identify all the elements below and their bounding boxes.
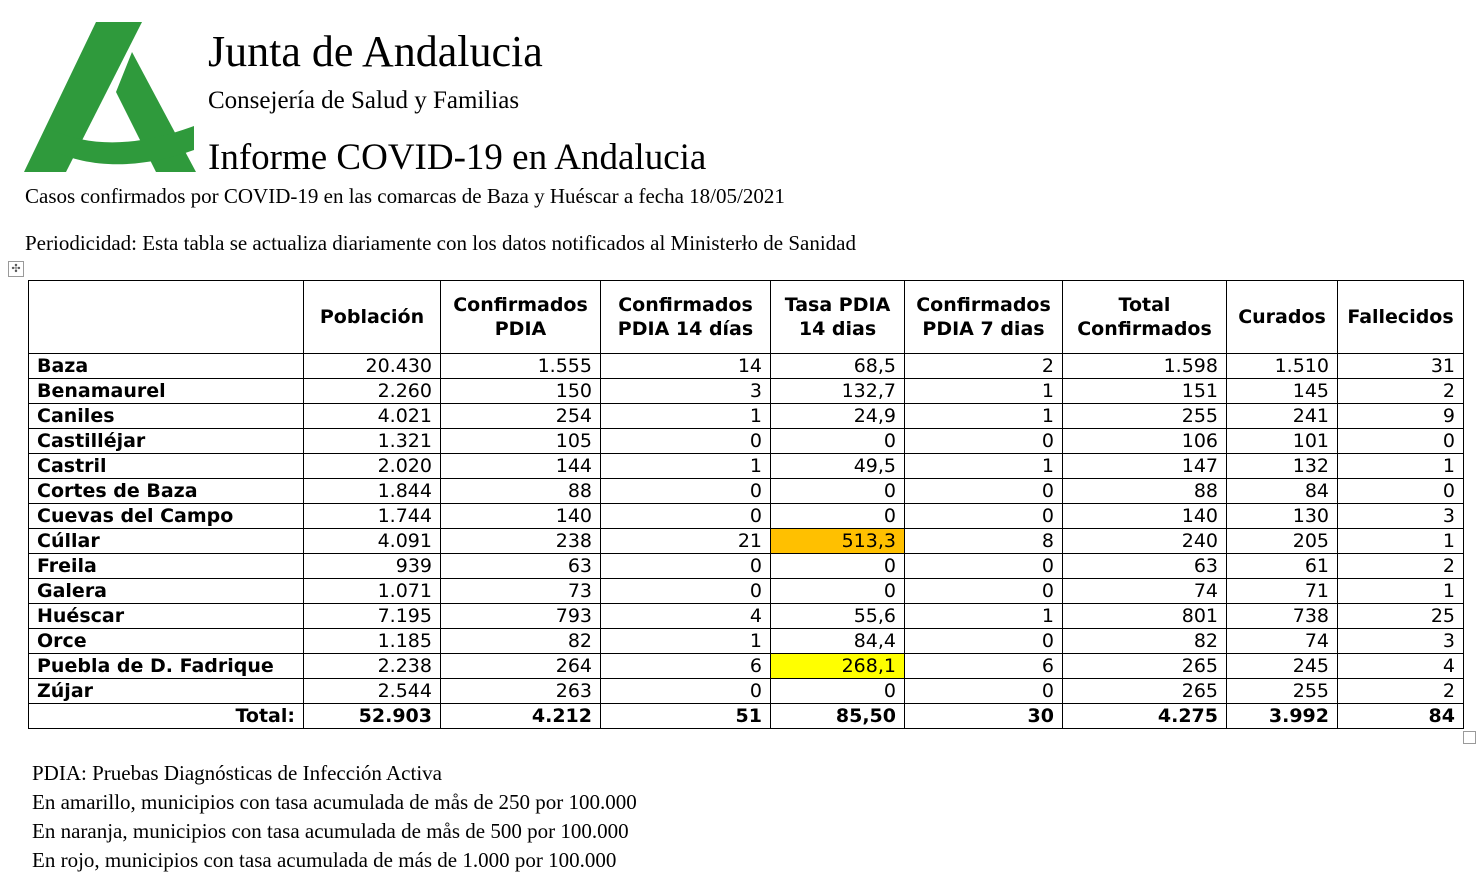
note-line: En rojo, municipios con tasa acumulada de más de 1.000 por 100.000 [32,848,617,872]
municipality-name: Castilléjar [29,429,304,454]
text-cursor-mark [1463,583,1464,599]
total-row [29,704,1464,729]
table-cell: 24,9 [771,404,905,429]
table-cell: 265 [1063,654,1227,679]
table-row [29,354,1464,379]
table-cell: 71 [1227,579,1338,604]
table-cell: 0 [601,504,771,529]
table-cell: 14 [601,354,771,379]
table-cell: 255 [1227,679,1338,704]
table-cell: 2.260 [304,379,441,404]
table-row [29,479,1464,504]
table-cell: 1.185 [304,629,441,654]
table-cell: 2 [1338,679,1464,704]
total-cell: 30 [905,704,1063,729]
table-cell: 264 [441,654,601,679]
table-cell: 0 [1338,429,1464,454]
table-cell: 0 [771,429,905,454]
column-header: Total Confirmados [1063,281,1227,354]
table-cell: 238 [441,529,601,554]
table-cell: 1 [1338,529,1464,554]
table-row [29,654,1464,679]
table-cell: 31 [1338,354,1464,379]
municipality-name: Orce [29,629,304,654]
total-cell: 3.992 [1227,704,1338,729]
total-cell: 84 [1338,704,1464,729]
table-resize-handle[interactable] [1463,731,1476,744]
periodicity-note: Periodicidad: Esta tabla se actualiza diariamente con los datos notificados al Ministerło de Sanidad [25,231,856,255]
table-cell: 140 [1063,504,1227,529]
total-cell: 52.903 [304,704,441,729]
table-cell: 145 [1227,379,1338,404]
table-cell: 0 [1338,479,1464,504]
table-cell: 88 [1063,479,1227,504]
table-cell: 241 [1227,404,1338,429]
municipality-name: Galera [29,579,304,604]
total-label: Total: [29,704,304,729]
table-row [29,529,1464,554]
table-row [29,679,1464,704]
table-cell: 82 [1063,629,1227,654]
table-cell: 4 [601,604,771,629]
municipality-name: Castril [29,454,304,479]
table-cell: 9 [1338,404,1464,429]
table-cell: 3 [601,379,771,404]
municipality-name: Huéscar [29,604,304,629]
table-cell: 0 [771,554,905,579]
municipality-name: Freila [29,554,304,579]
table-cell: 254 [441,404,601,429]
column-header: Población [304,281,441,354]
table-cell: 144 [441,454,601,479]
column-header: Confirmados PDIA 7 dias [905,281,1063,354]
column-header: Curados [1227,281,1338,354]
table-cell: 2 [1338,379,1464,404]
table-row [29,404,1464,429]
table-row [29,379,1464,404]
table-cell: 1 [905,604,1063,629]
table-cell: 1 [601,404,771,429]
table-cell: 2 [905,354,1063,379]
table-row [29,429,1464,454]
table-cell: 0 [905,629,1063,654]
table-cell: 84 [1227,479,1338,504]
table-cell: 20.430 [304,354,441,379]
table-cell: 132,7 [771,379,905,404]
table-cell: 73 [441,579,601,604]
report-title: Informe COVID-19 en Andalucia [208,137,707,178]
table-cell: 1 [1338,454,1464,479]
column-header: Confirmados PDIA 14 días [601,281,771,354]
table-cell: 0 [771,479,905,504]
table-row [29,629,1464,654]
table-cell: 4.021 [304,404,441,429]
table-cell: 0 [601,429,771,454]
municipality-name: Puebla de D. Fadrique [29,654,304,679]
table-cell: 513,3 [771,529,905,554]
table-cell: 255 [1063,404,1227,429]
table-cell: 0 [905,554,1063,579]
municipality-name: Zújar [29,679,304,704]
table-cell: 21 [601,529,771,554]
table-cell: 1 [601,454,771,479]
table-cell: 74 [1063,579,1227,604]
total-cell: 4.275 [1063,704,1227,729]
table-cell: 1.510 [1227,354,1338,379]
table-cell: 84,4 [771,629,905,654]
table-cell: 1.321 [304,429,441,454]
table-cell: 240 [1063,529,1227,554]
municipality-name: Cortes de Baza [29,479,304,504]
total-cell: 4.212 [441,704,601,729]
total-cell: 51 [601,704,771,729]
table-cell: 801 [1063,604,1227,629]
table-cell: 150 [441,379,601,404]
table-cell: 0 [905,504,1063,529]
column-header [29,281,304,354]
table-cell: 147 [1063,454,1227,479]
total-cell: 85,50 [771,704,905,729]
table-cell: 63 [441,554,601,579]
table-row [29,504,1464,529]
table-cell: 0 [771,504,905,529]
table-cell: 25 [1338,604,1464,629]
table-cell: 0 [601,554,771,579]
table-cell: 3 [1338,629,1464,654]
table-cell: 49,5 [771,454,905,479]
column-header: Tasa PDIA 14 dias [771,281,905,354]
table-row [29,604,1464,629]
table-cell: 68,5 [771,354,905,379]
table-cell: 1.555 [441,354,601,379]
table-header-row [29,281,1464,354]
table-move-handle[interactable] [8,261,24,277]
table-cell: 2.020 [304,454,441,479]
table-cell: 0 [601,679,771,704]
table-cell: 263 [441,679,601,704]
move-icon: ✣ [11,262,21,275]
table-cell: 265 [1063,679,1227,704]
table-caption: Casos confirmados por COVID-19 en las comarcas de Baza y Huéscar a fecha 18/05/2021 [25,184,785,208]
junta-andalucia-logo [24,22,196,174]
table-cell: 2 [1338,554,1464,579]
table-cell: 1 [601,629,771,654]
note-line: PDIA: Pruebas Diagnósticas de Infección Activa [32,761,442,785]
org-title: Junta de Andalucia [208,27,543,76]
table-cell: 63 [1063,554,1227,579]
table-cell: 2.544 [304,679,441,704]
municipality-name: Cúllar [29,529,304,554]
table-cell: 101 [1227,429,1338,454]
legend-notes [32,759,637,875]
table-cell: 130 [1227,504,1338,529]
table-cell: 1 [905,404,1063,429]
table-cell: 2.238 [304,654,441,679]
table-cell: 3 [1338,504,1464,529]
municipality-name: Caniles [29,404,304,429]
table-cell: 74 [1227,629,1338,654]
table-cell: 0 [601,579,771,604]
table-cell: 55,6 [771,604,905,629]
table-cell: 1 [905,379,1063,404]
table-cell: 0 [771,579,905,604]
table-cell: 268,1 [771,654,905,679]
table-cell: 0 [905,679,1063,704]
table-cell: 245 [1227,654,1338,679]
table-cell: 140 [441,504,601,529]
municipality-name: Cuevas del Campo [29,504,304,529]
table-cell: 1.071 [304,579,441,604]
note-line: En naranja, municipios con tasa acumulada de mås de 500 por 100.000 [32,819,629,843]
table-cell: 1 [905,454,1063,479]
table-cell: 82 [441,629,601,654]
table-cell: 7.195 [304,604,441,629]
org-subtitle: Consejería de Salud y Familias [208,87,520,114]
table-cell: 151 [1063,379,1227,404]
table-cell: 61 [1227,554,1338,579]
table-cell: 793 [441,604,601,629]
table-cell: 0 [905,479,1063,504]
table-cell: 205 [1227,529,1338,554]
table-cell: 0 [771,679,905,704]
table-cell: 0 [905,429,1063,454]
table-cell: 1 [1338,579,1464,604]
table-cell: 88 [441,479,601,504]
table-cell: 0 [601,479,771,504]
municipality-name: Baza [29,354,304,379]
municipality-name: Benamaurel [29,379,304,404]
note-line: En amarillo, municipios con tasa acumulada de mås de 250 por 100.000 [32,790,637,814]
table-cell: 6 [905,654,1063,679]
table-cell: 4.091 [304,529,441,554]
table-cell: 1.744 [304,504,441,529]
table-row [29,579,1464,604]
table-row [29,554,1464,579]
table-cell: 1.844 [304,479,441,504]
table-cell: 738 [1227,604,1338,629]
table-row [29,454,1464,479]
table-cell: 4 [1338,654,1464,679]
column-header: Fallecidos [1338,281,1464,354]
table-cell: 6 [601,654,771,679]
table-cell: 939 [304,554,441,579]
table-cell: 105 [441,429,601,454]
column-header: Confirmados PDIA [441,281,601,354]
table-cell: 106 [1063,429,1227,454]
covid-table [28,280,1464,729]
table-cell: 1.598 [1063,354,1227,379]
table-cell: 0 [905,579,1063,604]
table-cell: 8 [905,529,1063,554]
table-cell: 132 [1227,454,1338,479]
